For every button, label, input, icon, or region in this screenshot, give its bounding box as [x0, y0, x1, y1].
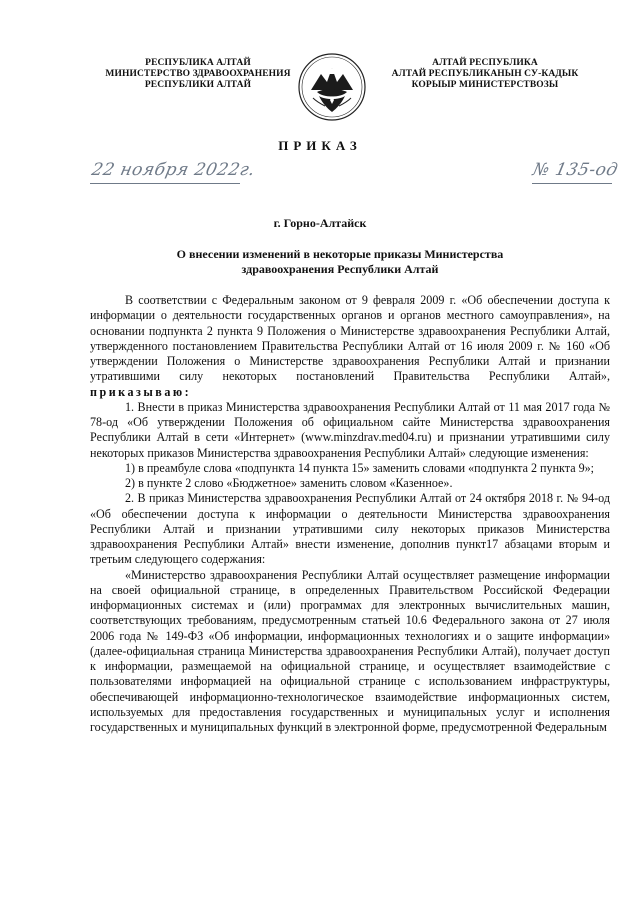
subject-heading — [120, 247, 560, 277]
header-right — [376, 58, 594, 91]
paragraph-subitem-2: 2) в пункте 2 слово «Бюджетное» заменить словом «Казенное». — [125, 476, 453, 490]
coat-of-arms-icon — [297, 52, 367, 122]
subject-line: О внесении изменений в некоторые приказы Министерства — [176, 247, 504, 261]
header-right-line: АЛТАЙ РЕСПУБЛИКАНЫН СУ-КАДЫК — [391, 69, 579, 79]
header-left — [98, 58, 298, 91]
city-line: г. Горно-Алтайск — [273, 216, 367, 230]
paragraph-item-2: 2. В приказ Министерства здравоохранения Республики Алтай от 24 октября 2018 г. № 94-од «Об обеспечении доступа к информации о деятельности Министерства здравоохранения Республики Алтай и признании утратившими силу некоторых приказов Министерства здравоохранения Республики Алтай» внести изменение, дополнив пункт17 абзацами вторым и третьим следующего содержания: — [90, 491, 610, 567]
paragraph-subitem-1: 1) в преамбуле слова «подпункта 14 пункта 15» заменить словами «подпункта 2 пункта 9»; — [125, 460, 595, 475]
paragraph-preamble — [90, 293, 610, 400]
header-left-line: РЕСПУБЛИКА АЛТАЙ — [145, 58, 251, 68]
date-underline — [90, 183, 240, 184]
header-left-line: РЕСПУБЛИКИ АЛТАЙ — [144, 80, 252, 90]
preamble-text: В соответствии с Федеральным законом от 9 февраля 2009 г. «Об обеспечении доступа к информации о деятельности государственных органов и органов местного самоуправления», на основании подпункта 2 пункта 9 Положения о Министерстве здравоохранения Республики Алтай, утвержденного постановлением Правительства Республики Алтай от 16 июля 2009 г. № 160 «Об утверждении Положения о Министерстве здравоохранения Республики Алтай и признании утратившими силу некоторых постановлений Правительства Республики Алтай», — [90, 293, 610, 384]
order-keyword: приказываю: — [90, 384, 192, 399]
number-underline — [532, 183, 612, 184]
handwritten-number: № 135-од — [530, 160, 620, 180]
paragraph-quote: «Министерство здравоохранения Республики Алтай осуществляет размещение информации на своей официальной странице, в определенных Правительством Российской Федерации информационных системах и (или) программах для электронных вычислительных машин, соответствующих требованиям, предусмотренным статьей 10.6 Федерального закона от 27 июля 2006 года № 149-ФЗ «Об информации, информационных технологиях и о защите информации» (далее-официальная страница Министерства здравоохранения Республики Алтай), получает доступ к информации, размещаемой на официальной странице, и осуществляет взаимодействие с пользователями информацией на официальной странице с использованием инфраструктуры, обеспечивающей информационно-технологическое взаимодействие информационных систем, используемых для предоставления государственных и муниципальных услуг и исполнения государственных и муниципальных функций в электронной форме, предусмотренной Федеральным — [90, 567, 610, 734]
document-title: ПРИКАЗ — [278, 138, 362, 153]
document-body — [90, 293, 610, 735]
subject-line: здравоохранения Республики Алтай — [241, 262, 439, 276]
header-left-line: МИНИСТЕРСТВО ЗДРАВООХРАНЕНИЯ — [105, 69, 291, 79]
paragraph-item-1: 1. Внести в приказ Министерства здравоохранения Республики Алтай от 11 мая 2017 года № 78-од «Об утверждении Положения об официальном сайте Министерства здравоохранения Республики Алтай в сети «Интернет» (www.minzdrav.med04.ru) и признании утратившими силу некоторых приказов Министерства здравоохранения Республики Алтай» следующие изменения: — [90, 399, 610, 460]
header-right-line: АЛТАЙ РЕСПУБЛИКА — [432, 58, 538, 68]
header-right-line: КОРЫЫР МИНИСТЕРСТВОЗЫ — [411, 80, 559, 90]
handwritten-date: 22 ноября 2022г. — [89, 160, 258, 180]
